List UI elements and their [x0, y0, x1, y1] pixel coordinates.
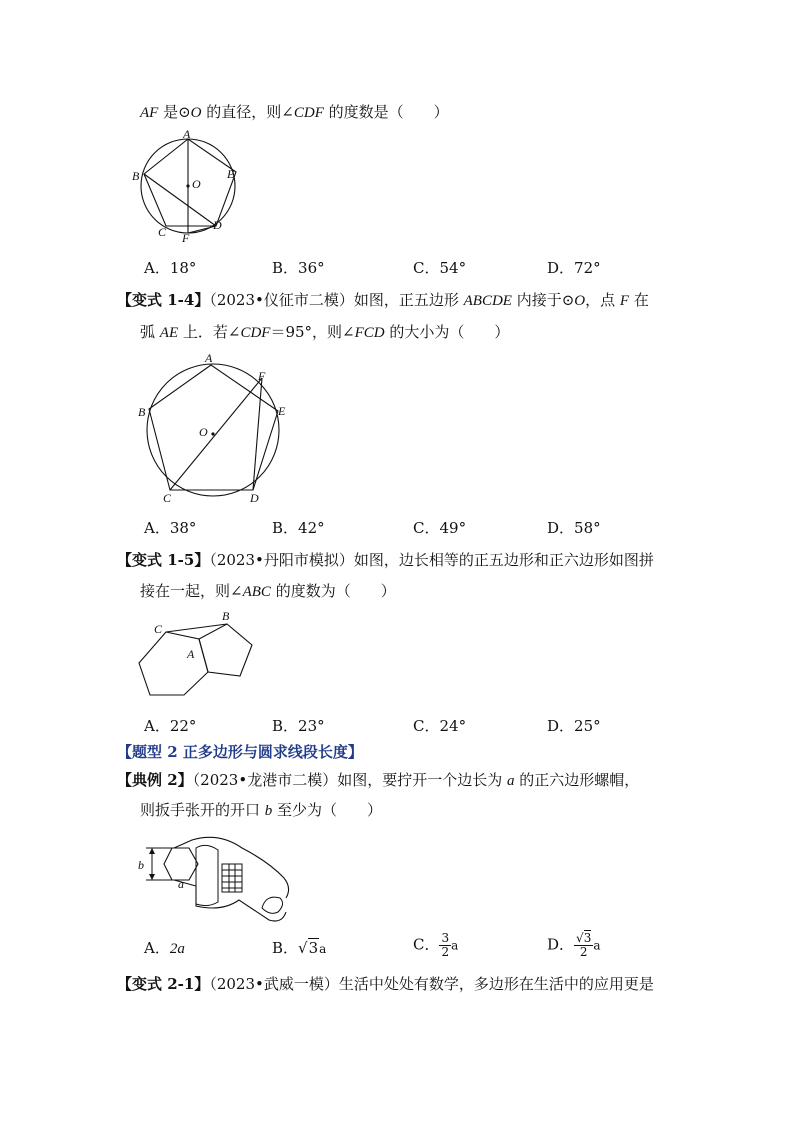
text-fragment: ＝95°，则∠: [270, 323, 355, 341]
figure-pentagon-diameter: [130, 130, 250, 245]
text-fragment: 则扳手张开的开口: [140, 801, 265, 819]
label-b: B: [132, 169, 140, 183]
question-1-4-line1: [117, 290, 649, 311]
question-1-5-line1: [117, 550, 654, 570]
wrench-inner: [196, 845, 218, 905]
option-d[interactable]: D．72°: [547, 259, 601, 277]
wrench-upper-jaw: [174, 837, 289, 898]
text-fragment: 的大小为（ ）: [384, 323, 510, 341]
option-c[interactable]: C．54°: [413, 259, 467, 277]
text-fragment: （2023•武威一模）生活中处处有数学，多边形在生活中的应用更是: [209, 975, 654, 993]
label-b: B: [222, 609, 230, 623]
question-tag: 【变式 2-1】: [117, 975, 210, 993]
text-fragment: 的直径，则∠: [201, 103, 294, 121]
option-b[interactable]: B．42°: [272, 519, 325, 537]
text-fragment: 的度数是（ ）: [323, 103, 449, 121]
label-c: C: [158, 225, 167, 239]
arc-label: AE: [159, 325, 179, 341]
label-o: O: [192, 177, 201, 191]
sqrt-expression: √3: [298, 939, 319, 957]
variable-a: a: [506, 773, 515, 789]
hex-nut: [164, 848, 198, 880]
numerator: √3: [576, 931, 592, 945]
hexagon: [139, 632, 208, 695]
angle-label: CDF: [240, 325, 271, 341]
text-fragment: 是⊙: [158, 103, 191, 121]
section-heading: 【题型 2 正多边形与圆求线段长度】: [117, 743, 363, 761]
segment-label: AF: [140, 105, 159, 121]
segment-cb: [166, 624, 227, 632]
option-b[interactable]: B．23°: [272, 717, 325, 735]
question-tag: 【变式 1-4】: [117, 291, 210, 309]
circle-label: O: [574, 293, 586, 309]
arrow-up: [149, 848, 155, 854]
question-2-1-line1: [117, 974, 654, 994]
option-suffix: a: [451, 938, 459, 953]
label-d: D: [250, 491, 259, 505]
angle-label: CDF: [293, 105, 324, 121]
option-d[interactable]: D．25°: [547, 717, 601, 735]
wrench-lower-jaw: [174, 880, 286, 921]
text-fragment: 至少为（ ）: [272, 801, 383, 819]
option-prefix: C．: [413, 935, 440, 954]
option-a[interactable]: A．22°: [144, 717, 197, 735]
text-fragment: （2023•龙港市二模）如图，要拧开一个边长为: [192, 771, 507, 789]
figure-pentagon-inscribed: [135, 350, 295, 510]
text-fragment: ，点: [585, 291, 620, 309]
text-fragment: 的正六边形螺帽，: [514, 771, 640, 789]
option-d[interactable]: [547, 932, 600, 959]
option-b[interactable]: B．36°: [272, 259, 325, 277]
center-point: [186, 184, 189, 187]
option-c[interactable]: [413, 932, 458, 959]
label-e: E: [227, 167, 235, 181]
label-e: E: [278, 404, 286, 418]
option-suffix: a: [593, 938, 601, 953]
option-prefix: A．: [144, 939, 170, 957]
text-fragment: （2023•丹阳市模拟）如图，边长相等的正五边形和正六边形如图拼: [209, 551, 654, 569]
arrow-down: [149, 874, 155, 880]
label-b: b: [138, 858, 144, 872]
text-fragment: （2023•仪征市二模）如图，正五边形: [209, 291, 464, 309]
segment-df: [188, 226, 216, 233]
radicand: 3: [583, 931, 592, 945]
label-a: A: [205, 351, 213, 365]
label-f: F: [182, 231, 190, 245]
label-a: A: [183, 130, 191, 141]
label-o: O: [199, 425, 208, 439]
fraction: [439, 932, 451, 959]
variable-b: b: [264, 803, 273, 819]
question-tag: 【变式 1-5】: [117, 551, 210, 569]
segment-cf: [170, 378, 262, 490]
label-c: C: [154, 622, 163, 636]
pentagon: [149, 365, 278, 490]
angle-label: ABC: [242, 584, 271, 600]
pentagon: [199, 624, 252, 676]
numerator: 3: [441, 931, 450, 945]
center-point: [211, 432, 214, 435]
denominator: 2: [579, 945, 588, 959]
handle-hole: [262, 897, 283, 913]
text-fragment: 接在一起，则∠: [140, 582, 243, 600]
option-c[interactable]: C．49°: [413, 519, 467, 537]
option-value: 2a: [169, 941, 185, 957]
option-a[interactable]: A．38°: [144, 519, 197, 537]
point-label: F: [619, 293, 630, 309]
question-tag: 【典例 2】: [117, 771, 193, 789]
angle-label: FCD: [354, 325, 385, 341]
pentagon: [144, 139, 236, 226]
radicand: 3: [308, 939, 319, 957]
text-fragment: 的度数为（ ）: [270, 582, 396, 600]
example-2-line1: [117, 770, 639, 791]
option-d[interactable]: D．58°: [547, 519, 601, 537]
option-c[interactable]: C．24°: [413, 717, 467, 735]
option-a[interactable]: A．18°: [144, 259, 197, 277]
example-2-line2: [140, 800, 382, 821]
figure-wrench: [134, 828, 294, 928]
figure-pentagon-hexagon: [132, 608, 262, 708]
text-fragment: 上．若∠: [178, 323, 241, 341]
text-fragment: 内接于⊙: [511, 291, 575, 309]
option-suffix: a: [319, 942, 327, 956]
label-b: B: [138, 405, 146, 419]
question-stem-top: [140, 102, 449, 123]
option-prefix: D．: [547, 935, 575, 954]
option-b[interactable]: [272, 938, 326, 959]
option-a[interactable]: [144, 938, 185, 959]
text-fragment: 弧: [140, 323, 160, 341]
text-fragment: 在: [629, 291, 649, 309]
fraction: [574, 932, 593, 959]
question-1-4-line2: [140, 322, 509, 343]
label-a: a: [178, 877, 184, 891]
polygon-label: ABCDE: [463, 293, 512, 309]
denominator: 2: [441, 945, 450, 959]
label-f: F: [258, 369, 266, 383]
option-prefix: B．: [272, 939, 299, 957]
label-d: D: [213, 218, 222, 232]
circle-label: O: [190, 105, 202, 121]
label-a: A: [187, 647, 195, 661]
question-1-5-line2: [140, 581, 396, 602]
label-c: C: [163, 491, 172, 505]
